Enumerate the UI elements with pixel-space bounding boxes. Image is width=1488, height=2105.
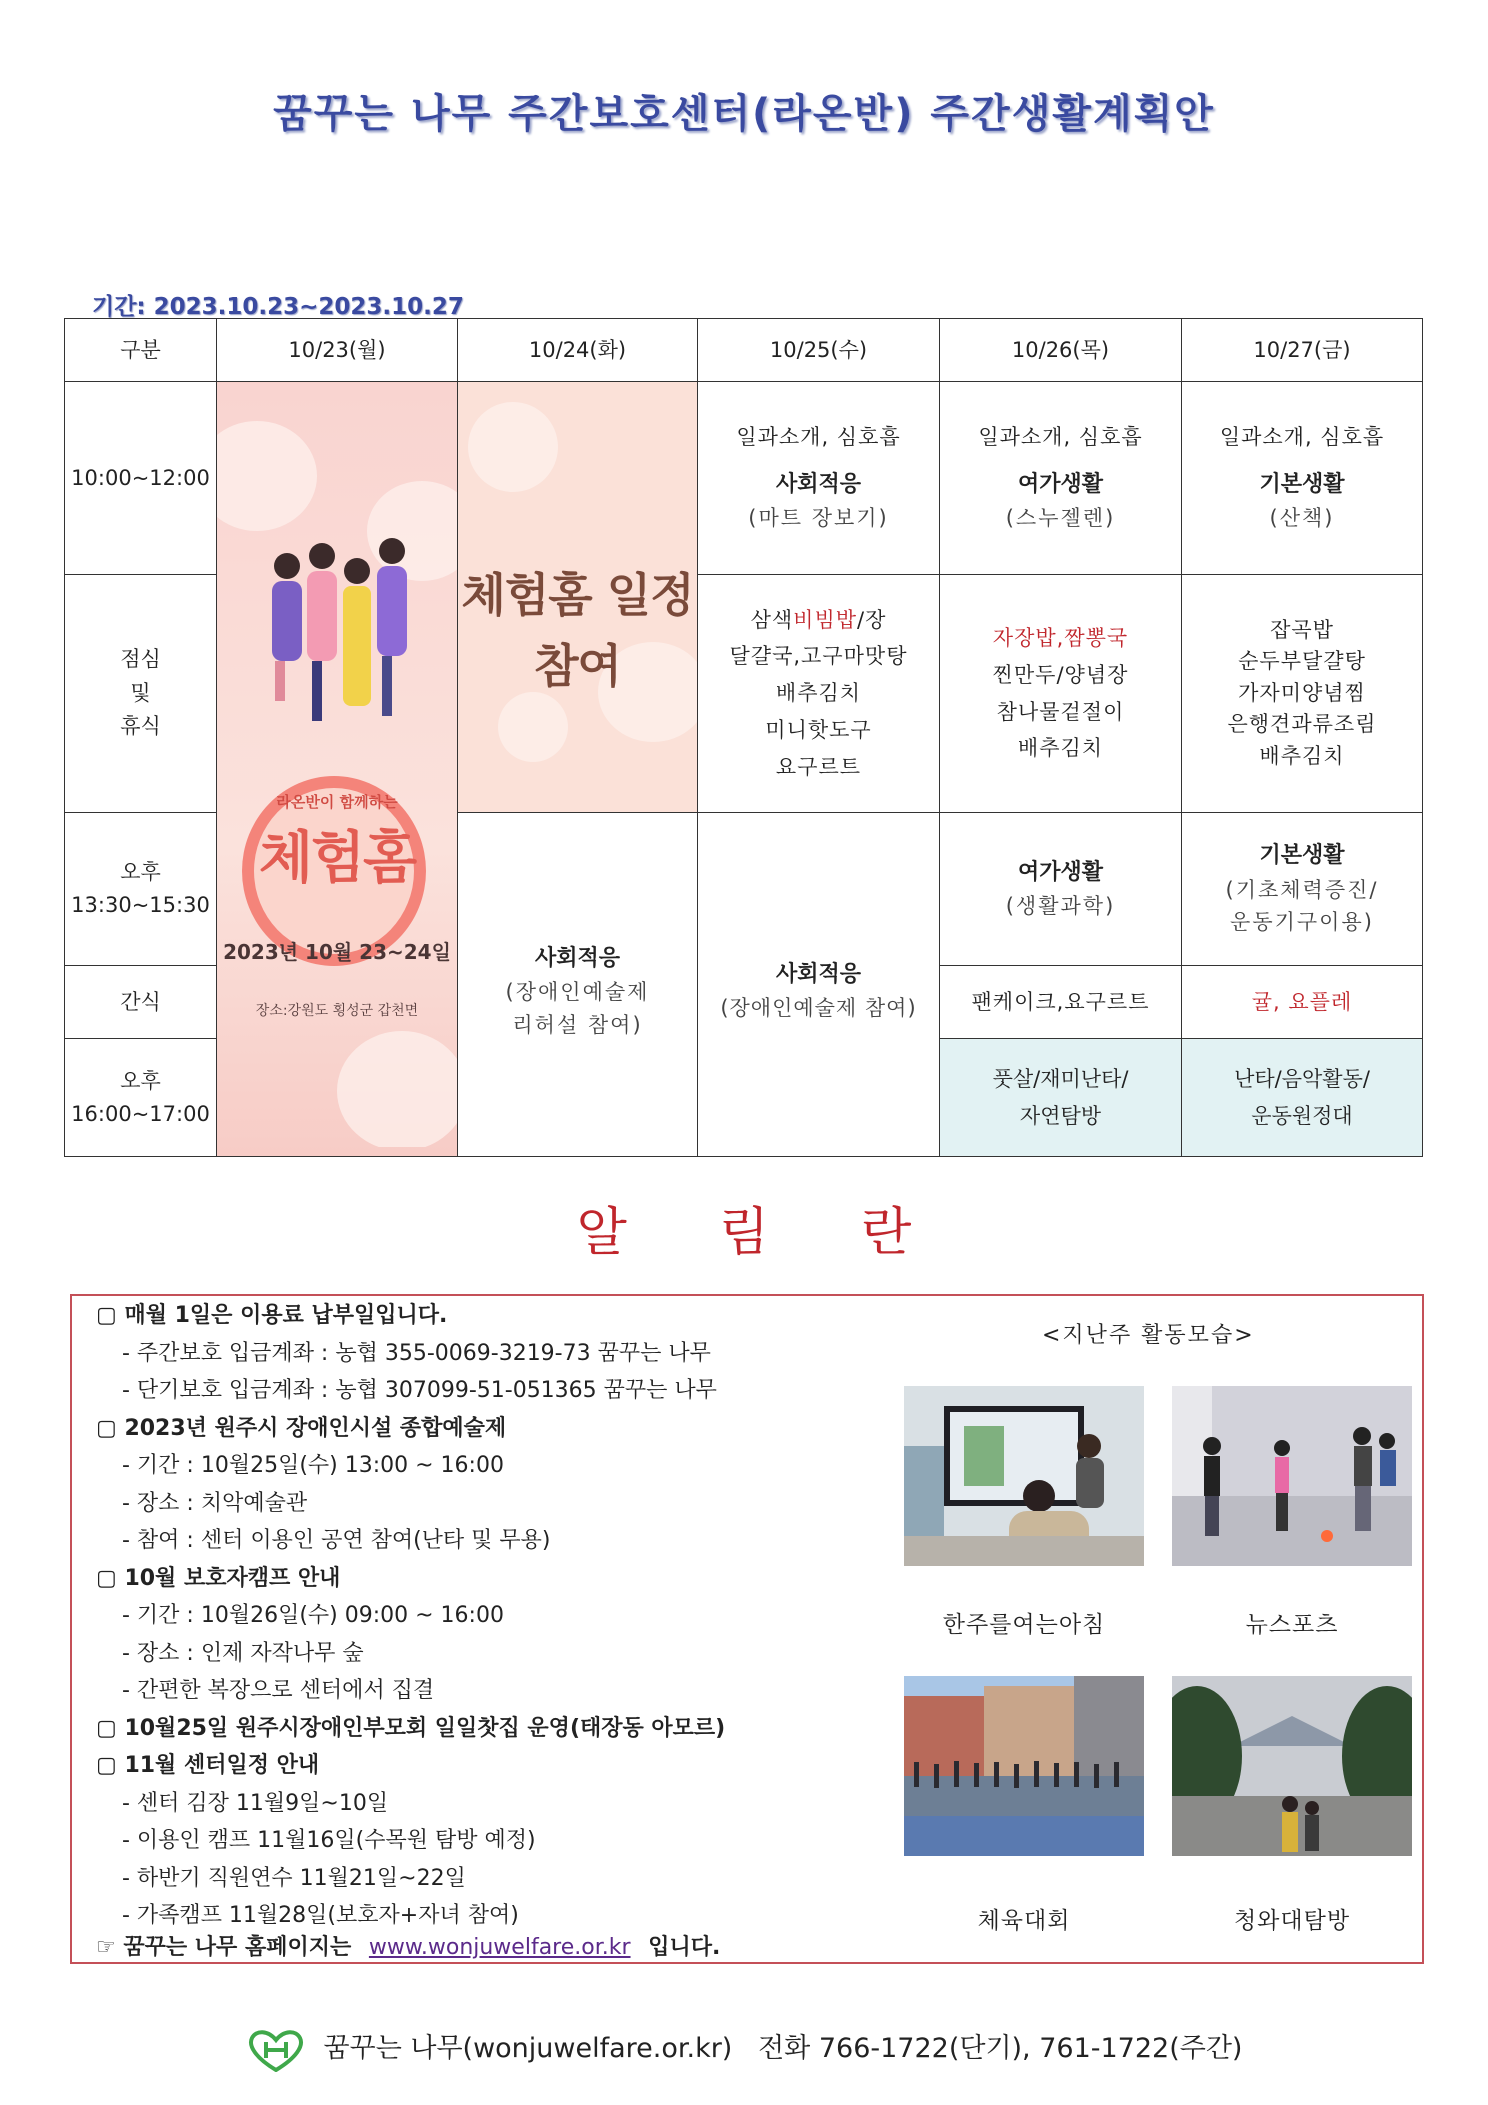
notice-detail-item: - 간편한 복장으로 센터에서 집결 [122,1678,435,1703]
homepage-line [96,1930,720,1961]
activity-sub: (장애인예술제 참여) [720,996,917,1021]
activity-sub: 리허설 참여) [512,1012,643,1037]
footer [0,2026,1488,2072]
notice-detail-item: - 주간보호 입금계좌 : 농협 355-0069-3219-73 꿈꾸는 나무 [122,1340,711,1366]
time-cell [65,1039,217,1157]
activity-title: 기본생활 [1259,843,1345,869]
fri-lunch-cell [1182,575,1423,813]
notice-detail-item: - 센터 김장 11월9일~10일 [122,1790,389,1816]
notice-detail-item: - 기간 : 10월26일(수) 09:00 ~ 16:00 [122,1603,504,1628]
time-cell: 간식 [65,966,217,1039]
notice-detail-item: - 장소 : 치악예술관 [122,1490,308,1516]
notice-detail-item: - 가족캠프 11월28일(보호자+자녀 참여) [122,1903,519,1928]
time-cell [65,575,217,813]
notice-heading-item: ▢ 11월 센터일정 안내 [96,1753,320,1778]
time-text: 오후 [120,1068,161,1093]
notice-heading-char: 림 [718,1203,862,1263]
intro-text: 일과소개, 심호흡 [978,425,1143,450]
photos-heading: <지난주 활동모습> [1042,1323,1255,1348]
menu-item: 배추김치 [1017,736,1104,761]
thu-afternoon-cell [940,813,1182,966]
homepage-suffix: 입니다. [648,1935,721,1960]
intro-text: 일과소개, 심호흡 [736,425,901,450]
menu-item: 찐만두/양념장 [992,662,1129,687]
activity-text: 운동원정대 [1251,1103,1353,1128]
menu-item: 잡곡밥 [1270,617,1334,642]
experience-home-poster [217,382,458,1157]
classroom-photo [904,1386,1144,1566]
morning-row [65,382,1423,575]
header-cell: 구분 [65,319,217,382]
thu-late-cell [940,1039,1182,1157]
notice-heading [0,1190,1488,1265]
activity-title: 사회적응 [775,962,861,988]
activity-sub: (기초체력증진/ [1225,877,1379,902]
header-cell: 10/27(금) [1182,319,1423,382]
gym-photo [1172,1386,1412,1566]
header-row [65,319,1423,382]
poster-tagline: 라온반이 함께하는 [276,793,398,811]
notice-detail-item: - 이용인 캠프 11월16일(수목원 탐방 예정) [122,1828,536,1853]
activity-sub: 운동기구이용) [1230,910,1374,935]
menu-item: 은행견과류조림 [1227,712,1377,737]
notice-heading-item: ▢ 매월 1일은 이용료 납부일입니다. [96,1303,448,1328]
poster-date: 2023년 10월 23~24일 [223,940,451,964]
experience-home-cell [458,382,698,813]
petal-shape [337,1031,457,1147]
activity-sub: (마트 장보기) [748,506,889,531]
activity-text: 자연탐방 [1019,1103,1102,1128]
notice-box [70,1294,1424,1964]
header-cell: 10/23(월) [217,319,458,382]
activity-text: 풋살/재미난타/ [992,1066,1129,1091]
menu-item: 참나물겉절이 [996,699,1125,724]
fri-afternoon-cell [1182,813,1423,966]
poster-headline: 체험홈 [258,826,416,891]
menu-item: 삼색 [750,607,794,632]
activity-sub: (스누젤렌) [1005,506,1116,531]
thu-lunch-cell [940,575,1182,813]
menu-item: 미니핫도구 [765,717,872,742]
notice-heading-char: 란 [861,1203,1004,1263]
header-cell: 10/24(화) [458,319,698,382]
period-label: 기간: 2023.10.23~2023.10.27 [92,294,464,320]
menu-item: 달걀국,고구마맛탕 [729,644,908,669]
poster-place: 장소:강원도 횡성군 갑천면 [255,1003,419,1019]
menu-item: 비빔밥 [793,607,858,632]
time-text: 오후 [120,860,161,885]
photo-caption: 뉴스포츠 [1245,1612,1339,1638]
photo-newsports [1172,1386,1412,1566]
time-text: 휴식 [120,714,161,739]
menu-item: 배추김치 [775,681,862,706]
activity-sub: (산책) [1269,506,1335,531]
photo-caption: 청와대탐방 [1233,1908,1351,1934]
photo-caption: 한주를여는아침 [942,1612,1106,1638]
activity-sub: (생활과학) [1005,893,1116,918]
notice-detail-item: - 참여 : 센터 이용인 공연 참여(난타 및 무용) [122,1528,551,1553]
activity-title: 여가생활 [1017,859,1103,885]
activity-title: 기본생활 [1259,471,1345,497]
photo-bluehouse [1172,1676,1412,1856]
people-illustration [257,511,417,771]
fri-snack-cell: 귤, 요플레 [1182,966,1423,1039]
wed-morning-cell [698,382,940,575]
time-cell: 10:00~12:00 [65,382,217,575]
activity-title: 여가생활 [1017,471,1103,497]
menu-item: 요구르트 [775,754,862,779]
footer-text: 꿈꾸는 나무(wonjuwelfare.or.kr) 전화 766-1722(단기), 761-1722(주간) [323,2033,1243,2064]
tue-afternoon-cell [458,813,698,1157]
header-cell: 10/26(목) [940,319,1182,382]
menu-item: /장 [857,607,887,632]
notice-heading-item: ▢ 10월25일 원주시장애인부모회 일일찻집 운영(태장동 아모르) [96,1715,726,1741]
page-title: 꿈꾸는 나무 주간보호센터(라온반) 주간생활계획안 [273,91,1215,137]
time-text: 및 [130,680,151,705]
activity-sub: (장애인예술제 [505,980,650,1004]
notice-heading-char: 알 [576,1203,719,1263]
activity-text: 난타/음악활동/ [1234,1066,1370,1091]
time-text: 13:30~15:30 [71,893,210,917]
tree-logo-icon [246,2028,306,2072]
menu-item: 배추김치 [1259,743,1345,768]
thu-morning-cell [940,382,1182,575]
homepage-prefix: ☞ 꿈꾸는 나무 홈페이지는 [96,1935,352,1960]
header-cell: 10/25(수) [698,319,940,382]
weekly-schedule-table [64,318,1423,1157]
notice-detail-item: - 단기보호 입금계좌 : 농협 307099-51-051365 꿈꾸는 나무 [122,1378,717,1403]
notice-heading-item: ▢ 2023년 원주시 장애인시설 종합예술제 [96,1415,507,1441]
photo-morning [904,1386,1144,1566]
experience-home-label: 체험홈 일정참여 [461,568,694,694]
notice-heading-item: ▢ 10월 보호자캠프 안내 [96,1565,341,1591]
intro-text: 일과소개, 심호흡 [1219,425,1385,450]
fri-late-cell [1182,1039,1423,1157]
notice-detail-item: - 장소 : 인제 자작나무 숲 [122,1640,364,1666]
menu-item: 순두부달걀탕 [1238,649,1366,674]
time-cell [65,813,217,966]
photo-caption: 체육대회 [977,1908,1071,1934]
thu-snack-cell: 팬케이크,요구르트 [940,966,1182,1039]
activity-title: 사회적응 [775,471,861,497]
photo-sports-day [904,1676,1144,1856]
homepage-link[interactable]: www.wonjuwelfare.or.kr [368,1935,631,1960]
bluehouse-photo [1172,1676,1412,1856]
activity-title: 사회적응 [534,945,620,971]
menu-item: 자장밥,짬뽕국 [992,626,1129,650]
wed-afternoon-cell [698,813,940,1157]
notice-detail-item: - 하반기 직원연수 11월21일~22일 [122,1865,466,1891]
petal-shape [468,402,558,492]
sports-day-photo [904,1676,1144,1856]
time-text: 16:00~17:00 [71,1101,210,1126]
time-text: 점심 [120,647,161,672]
notice-detail-item: - 기간 : 10월25일(수) 13:00 ~ 16:00 [122,1453,504,1478]
fri-morning-cell [1182,382,1423,575]
wed-lunch-cell [698,575,940,813]
menu-item: 가자미양념찜 [1238,680,1366,705]
